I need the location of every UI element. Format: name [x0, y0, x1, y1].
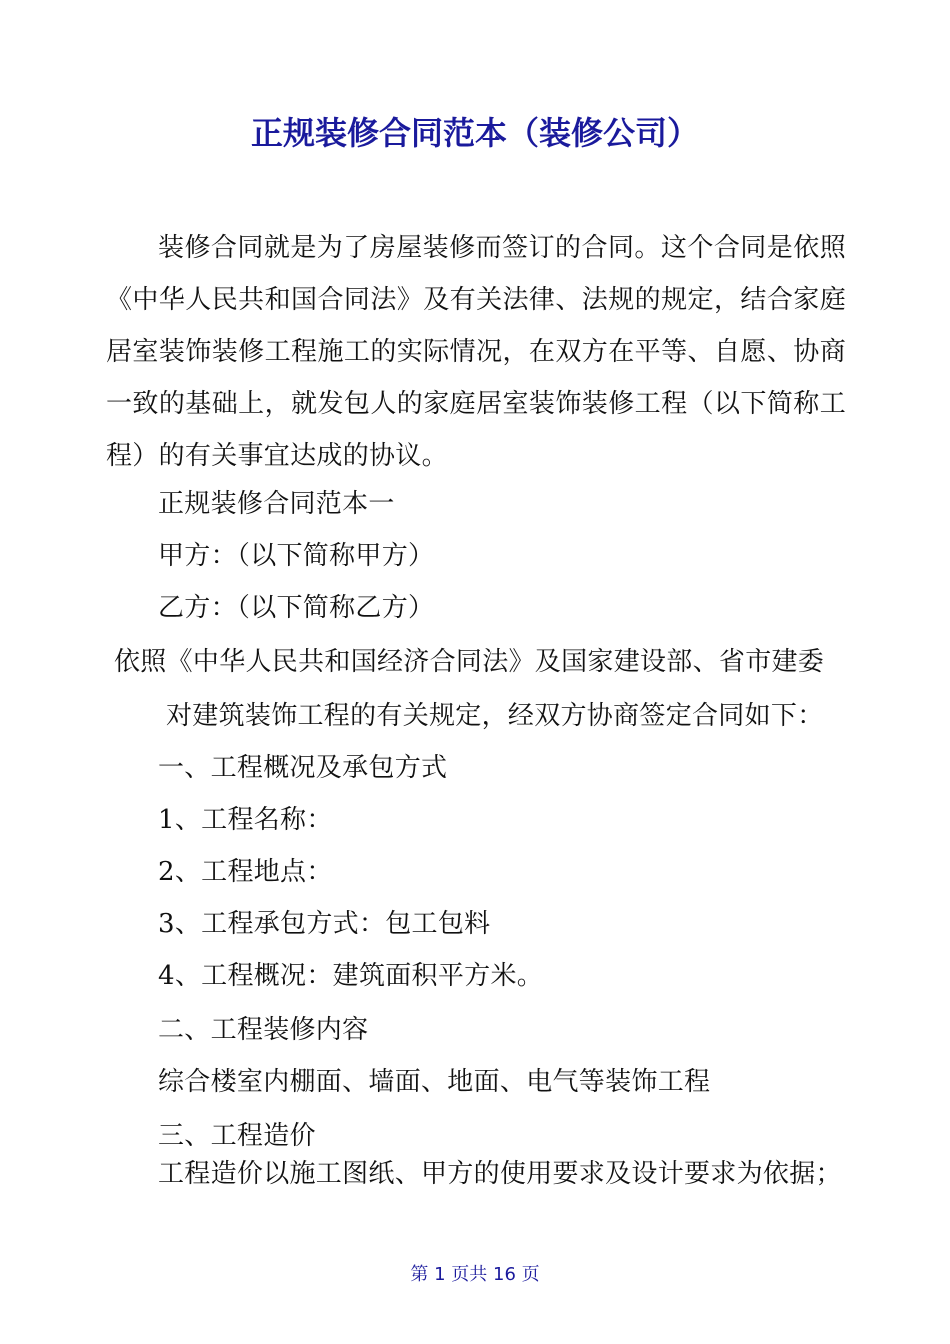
section-2-heading: 二、工程装修内容 [158, 1015, 369, 1045]
page-number-footer: 第 1 页共 16 页 [410, 1264, 540, 1285]
project-location-line: 2、工程地点： [158, 857, 333, 887]
decoration-content-line: 综合楼室内棚面、墙面、地面、电气等装饰工程 [158, 1067, 711, 1097]
agreement-line: 对建筑装饰工程的有关规定，经双方协商签定合同如下： [166, 701, 824, 731]
cost-basis-line: 工程造价以施工图纸、甲方的使用要求及设计要求为依据； [158, 1159, 842, 1189]
section-3-heading: 三、工程造价 [158, 1121, 316, 1151]
section-1-heading: 一、工程概况及承包方式 [158, 753, 448, 783]
contract-sample-heading: 正规装修合同范本一 [158, 489, 395, 519]
party-b-line: 乙方：（以下简称乙方） [158, 593, 435, 623]
project-name-line: 1、工程名称： [158, 805, 333, 835]
contract-method-line: 3、工程承包方式：包工包料 [158, 909, 491, 939]
party-a-line: 甲方：（以下简称甲方） [158, 541, 435, 571]
legal-basis-line: 依照《中华人民共和国经济合同法》及国家建设部、省市建委 [114, 647, 825, 677]
intro-paragraph: 装修合同就是为了房屋装修而签订的合同。这个合同是依照《中华人民共和国合同法》及有关法律、法规的规定，结合家庭居室装饰装修工程施工的实际情况，在双方在平等、自愿、协商一致的基础上，就发包人的家庭居室装饰装修工程（以下简称工程）的有关事宜达成的协议。 [106, 233, 846, 471]
document-title: 正规装修合同范本（装修公司） [250, 114, 699, 152]
project-overview-line: 4、工程概况：建筑面积平方米。 [158, 961, 544, 991]
